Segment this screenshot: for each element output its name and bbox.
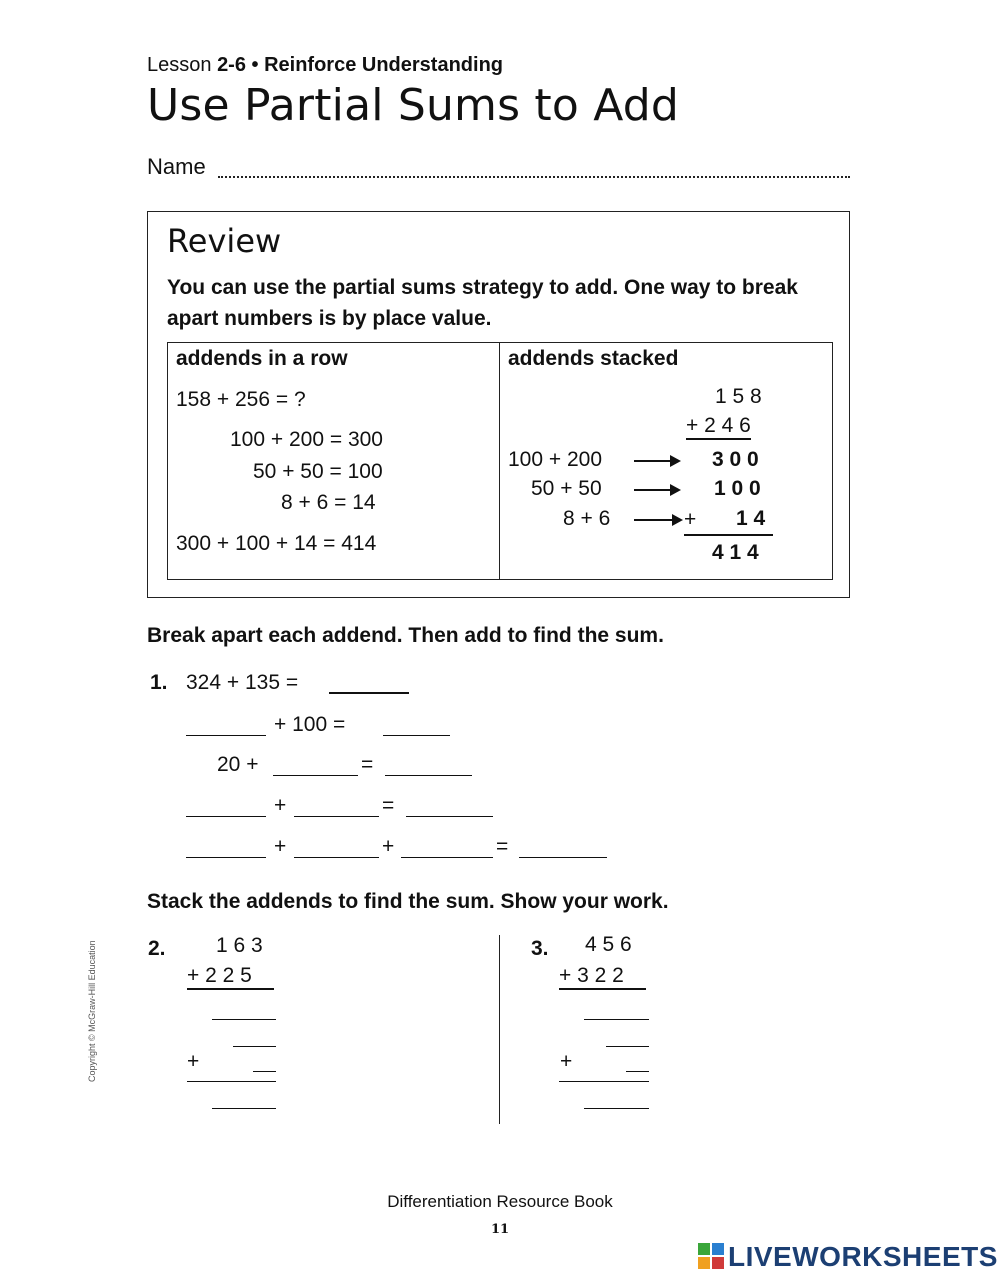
answer-blank[interactable] <box>294 857 379 858</box>
arrow-right-icon <box>632 452 682 470</box>
problem-3-sum-line <box>559 1081 649 1082</box>
table-divider <box>499 342 500 580</box>
partial-1-value: 3 0 0 <box>712 448 759 471</box>
problem-2-line <box>187 988 274 990</box>
answer-blank[interactable] <box>383 735 450 736</box>
problem-3-second: + 3 2 2 <box>559 964 624 987</box>
answer-blank[interactable] <box>401 857 493 858</box>
answer-blank[interactable] <box>212 1108 276 1109</box>
problem-3-number: 3. <box>531 937 549 960</box>
answer-blank[interactable] <box>385 775 472 776</box>
problem-3-plus: + <box>560 1050 573 1073</box>
answer-blank[interactable] <box>212 1019 276 1020</box>
brand-name[interactable]: LIVEWORKSHEETS <box>728 1241 998 1272</box>
answer-blank[interactable] <box>186 735 266 736</box>
problem-2-second: + 2 2 5 <box>187 964 252 987</box>
row-4-text-a: + <box>274 835 287 858</box>
stacked-heading: addends stacked <box>508 347 679 370</box>
answer-blank[interactable] <box>294 816 379 817</box>
problem-2-top: 1 6 3 <box>216 934 263 957</box>
answer-blank[interactable] <box>584 1108 649 1109</box>
partial-2-value: 1 0 0 <box>714 477 761 500</box>
partial-3-value: 1 4 <box>736 507 766 530</box>
arrow-right-icon <box>632 481 682 499</box>
stacked-sum: 4 1 4 <box>712 541 759 564</box>
name-label: Name <box>147 154 206 179</box>
sum-line <box>684 534 773 536</box>
answer-blank[interactable] <box>273 775 358 776</box>
row-3-text-a: + <box>274 794 287 817</box>
problem-1-equation: 324 + 135 = <box>186 671 299 694</box>
partial-3-label: 8 + 6 <box>563 507 611 530</box>
row-3-text-b: = <box>382 794 395 817</box>
partial-1-label: 100 + 200 <box>508 448 603 471</box>
instruction-stack: Stack the addends to find the sum. Show your work. <box>147 890 669 913</box>
stacked-top: 1 5 8 <box>715 385 762 408</box>
answer-blank[interactable] <box>606 1046 649 1047</box>
problem-2-number: 2. <box>148 937 166 960</box>
stacked-second: + 2 4 6 <box>686 414 751 440</box>
book-title: Differentiation Resource Book <box>387 1192 613 1211</box>
answer-blank[interactable] <box>406 816 493 817</box>
answer-blank[interactable] <box>329 692 409 694</box>
problems-divider <box>499 935 500 1124</box>
answer-blank[interactable] <box>584 1019 649 1020</box>
problem-1-number: 1. <box>150 671 168 694</box>
name-field[interactable] <box>218 176 850 178</box>
page-title: Use Partial Sums to Add <box>147 80 679 131</box>
answer-blank[interactable] <box>186 857 266 858</box>
lesson-type: Reinforce Understanding <box>264 54 504 76</box>
review-title: Review <box>167 222 282 260</box>
answer-blank[interactable] <box>233 1046 276 1047</box>
problem-3-top: 4 5 6 <box>585 933 632 956</box>
lesson-number: 2-6 • <box>217 54 259 76</box>
row-4-text-b: + <box>382 835 395 858</box>
arrow-right-icon <box>632 511 684 529</box>
page-number: 11 <box>490 1222 510 1237</box>
row-2-text-a: 20 + <box>217 753 259 776</box>
answer-blank[interactable] <box>253 1071 276 1072</box>
row-4-text-c: = <box>496 835 509 858</box>
lesson-prefix: Lesson <box>147 54 212 76</box>
copyright-notice: Copyright © McGraw-Hill Education <box>87 940 97 1082</box>
row-total: 300 + 100 + 14 = 414 <box>176 532 377 555</box>
partial-2-label: 50 + 50 <box>531 477 602 500</box>
review-text: You can use the partial sums strategy to add. One way to break apart numbers is by place value. <box>167 276 798 330</box>
instruction-break-apart: Break apart each addend. Then add to find the sum. <box>147 624 664 647</box>
row-line-3: 8 + 6 = 14 <box>281 491 376 514</box>
row-equation: 158 + 256 = ? <box>176 388 306 411</box>
lesson-label <box>147 54 503 77</box>
problem-3-line <box>559 988 646 990</box>
row-1-text: + 100 = <box>274 713 346 736</box>
problem-2-sum-line <box>187 1081 276 1082</box>
row-line-1: 100 + 200 = 300 <box>230 428 383 451</box>
answer-blank[interactable] <box>626 1071 649 1072</box>
partial-3-plus: + <box>684 508 697 531</box>
liveworksheets-logo-icon <box>698 1243 724 1269</box>
row-2-text-b: = <box>361 753 374 776</box>
problem-2-plus: + <box>187 1050 200 1073</box>
answer-blank[interactable] <box>186 816 266 817</box>
answer-blank[interactable] <box>519 857 607 858</box>
row-line-2: 50 + 50 = 100 <box>253 460 383 483</box>
row-heading: addends in a row <box>176 347 348 370</box>
